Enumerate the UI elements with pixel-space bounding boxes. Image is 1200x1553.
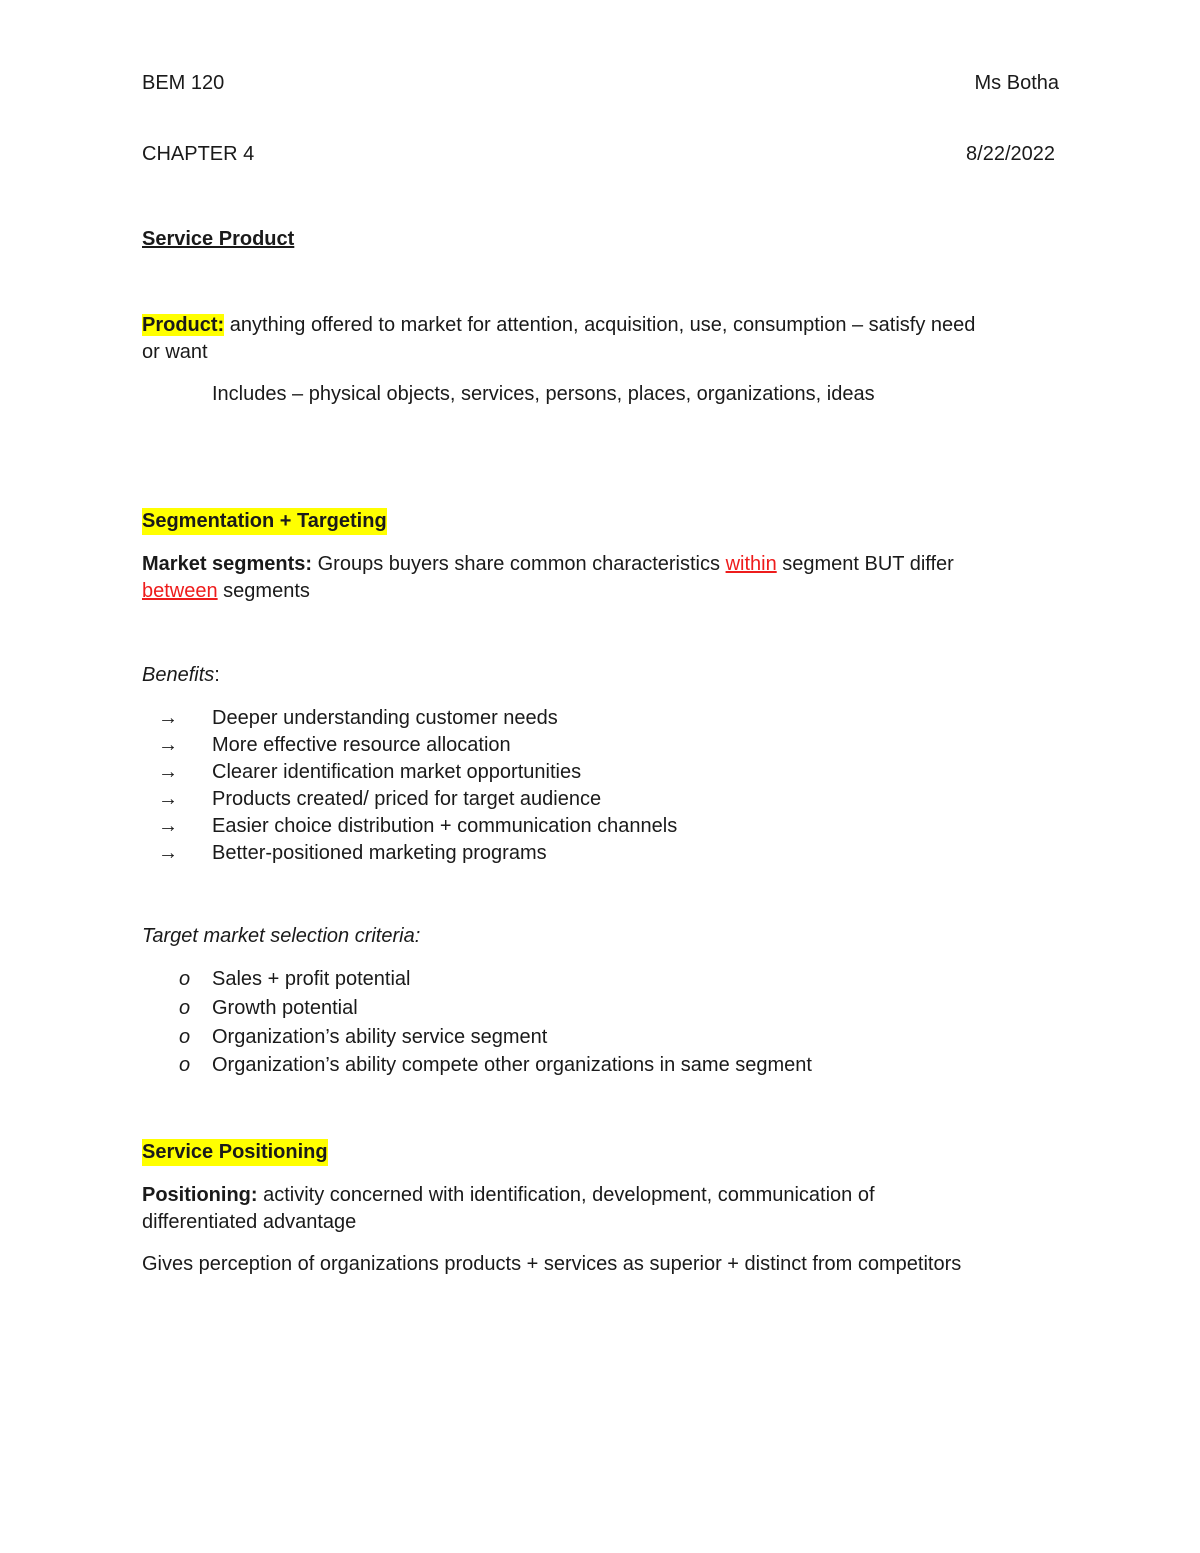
benefit-text: Clearer identification market opportunities (212, 761, 582, 783)
list-item (0, 732, 1200, 759)
list-item (0, 705, 1200, 732)
positioning-term: Positioning: (142, 1184, 258, 1206)
criteria-heading: Target market selection criteria: (142, 925, 421, 947)
list-item (0, 813, 1200, 840)
chapter-label: CHAPTER 4 (142, 143, 255, 165)
product-definition-text: anything offered to market for attention, acquisition, use, consumption – satisfy need (224, 314, 976, 336)
list-item (0, 995, 1200, 1022)
list-item (0, 786, 1200, 813)
arrow-icon: → (158, 788, 178, 810)
arrow-icon: → (158, 815, 178, 837)
benefit-text: Better-positioned marketing programs (212, 842, 547, 864)
section-title-service-positioning: Service Positioning (142, 1139, 328, 1166)
list-item (0, 966, 1200, 993)
circle-bullet-icon: o (179, 997, 191, 1019)
benefit-text: Deeper understanding customer needs (212, 707, 558, 729)
arrow-icon: → (158, 842, 178, 864)
lecturer-name: Ms Botha (974, 72, 1059, 94)
criteria-text: Organization’s ability compete other organizations in same segment (212, 1054, 812, 1076)
arrow-icon: → (158, 761, 178, 783)
positioning-definition-continued: differentiated advantage (142, 1211, 357, 1233)
positioning-definition-text: activity concerned with identification, development, communication of (257, 1184, 875, 1206)
benefits-colon: : (214, 664, 220, 686)
circle-bullet-icon: o (179, 1026, 191, 1048)
list-item (0, 759, 1200, 786)
arrow-icon: → (158, 734, 178, 756)
benefit-text: More effective resource allocation (212, 734, 511, 756)
benefit-text: Easier choice distribution + communication channels (212, 815, 678, 837)
benefits-heading (142, 662, 220, 689)
within-emphasis: within (725, 553, 777, 575)
list-item (0, 840, 1200, 867)
market-def-text-c: segments (217, 580, 310, 602)
market-def-text-a: Groups buyers share common characteristics (312, 553, 726, 575)
product-definition (142, 312, 975, 339)
benefits-label: Benefits (142, 664, 215, 686)
product-term: Product: (142, 314, 225, 336)
positioning-perception: Gives perception of organizations products + services as superior + distinct from competitors (142, 1253, 962, 1275)
market-segments-term: Market segments: (142, 553, 313, 575)
criteria-text: Organization’s ability service segment (212, 1026, 548, 1048)
course-code: BEM 120 (142, 72, 225, 94)
circle-bullet-icon: o (179, 968, 191, 990)
benefit-text: Products created/ priced for target audience (212, 788, 602, 810)
circle-bullet-icon: o (179, 1054, 191, 1076)
criteria-text: Growth potential (212, 997, 358, 1019)
market-def-text-b: segment BUT differ (776, 553, 954, 575)
market-segments-definition (142, 551, 954, 578)
market-segments-definition-continued (142, 578, 310, 605)
section-title-segmentation: Segmentation + Targeting (142, 508, 387, 535)
positioning-definition (142, 1182, 875, 1209)
product-includes: Includes – physical objects, services, persons, places, organizations, ideas (212, 383, 875, 405)
between-emphasis: between (142, 580, 218, 602)
criteria-text: Sales + profit potential (212, 968, 411, 990)
document-date: 8/22/2022 (966, 143, 1055, 165)
product-definition-continued: or want (142, 341, 208, 363)
section-title-service-product: Service Product (142, 228, 295, 250)
list-item (0, 1024, 1200, 1051)
arrow-icon: → (158, 707, 178, 729)
list-item (0, 1052, 1200, 1079)
